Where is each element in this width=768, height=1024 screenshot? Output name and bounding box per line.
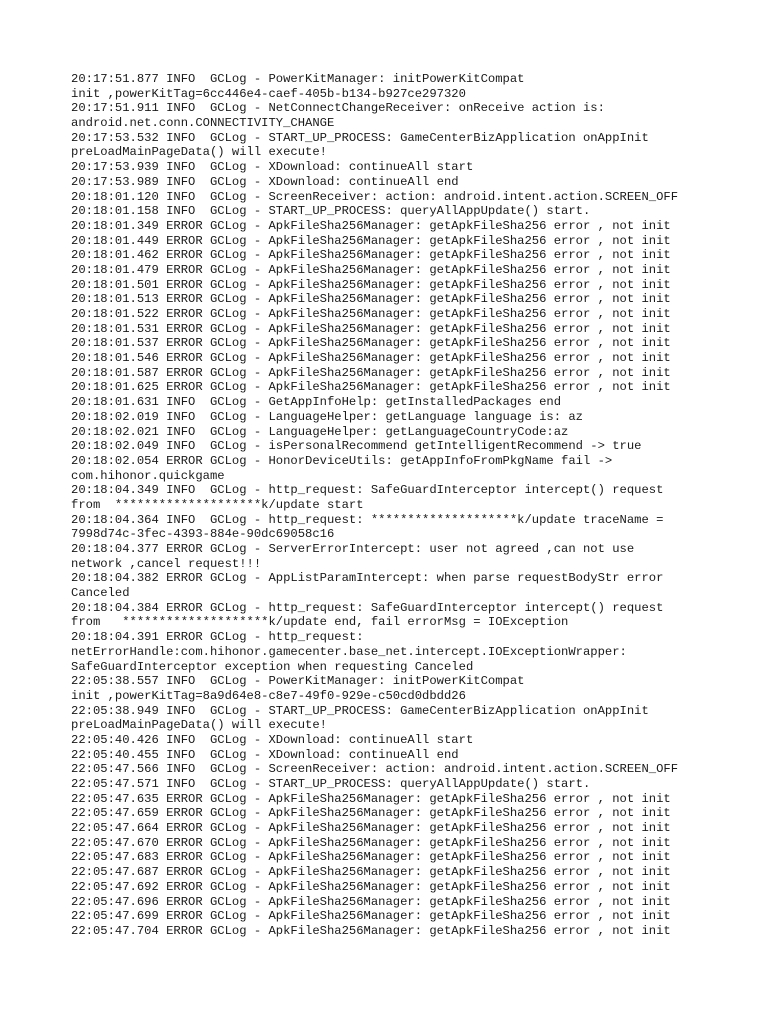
log-line: from ********************k/update end, fail errorMsg = IOException [71, 615, 569, 630]
log-line: 20:18:01.587 ERROR GCLog - ApkFileSha256Manager: getApkFileSha256 error , not init [71, 365, 671, 380]
log-line: 20:17:53.989 INFO GCLog - XDownload: continueAll end [71, 174, 459, 189]
log-line: 22:05:47.664 ERROR GCLog - ApkFileSha256Manager: getApkFileSha256 error , not init [71, 821, 671, 836]
log-line: SafeGuardInterceptor exception when requesting Canceled [71, 659, 474, 674]
log-line: preLoadMainPageData() will execute! [71, 145, 327, 160]
log-text-block [71, 72, 751, 939]
log-line: android.net.conn.CONNECTIVITY_CHANGE [71, 116, 335, 131]
log-line: 20:18:04.349 INFO GCLog - http_request: SafeGuardInterceptor intercept() request [71, 483, 664, 498]
log-line: 20:18:01.513 ERROR GCLog - ApkFileSha256Manager: getApkFileSha256 error , not init [71, 292, 671, 307]
log-line: 22:05:47.566 INFO GCLog - ScreenReceiver: action: android.intent.action.SCREEN_OFF [71, 762, 679, 777]
log-line: 20:18:04.391 ERROR GCLog - http_request: [71, 630, 364, 645]
log-line: 7998d74c-3fec-4393-884e-90dc69058c16 [71, 527, 335, 542]
log-line: 22:05:47.571 INFO GCLog - START_UP_PROCESS: queryAllAppUpdate() start. [71, 777, 591, 791]
log-line: 22:05:40.426 INFO GCLog - XDownload: continueAll start [71, 732, 474, 747]
log-line: 22:05:47.692 ERROR GCLog - ApkFileSha256Manager: getApkFileSha256 error , not init [71, 879, 671, 894]
log-line: init ,powerKitTag=6cc446e4-caef-405b-b134-b927ce297320 [71, 86, 466, 101]
log-line: 22:05:47.635 ERROR GCLog - ApkFileSha256Manager: getApkFileSha256 error , not init [71, 791, 671, 806]
log-line: Canceled [71, 586, 130, 601]
log-line: 20:18:02.054 ERROR GCLog - HonorDeviceUtils: getAppInfoFromPkgName fail -> [71, 453, 613, 468]
log-line: 20:18:02.021 INFO GCLog - LanguageHelper: getLanguageCountryCode:az [71, 424, 569, 439]
log-line: 20:18:01.522 ERROR GCLog - ApkFileSha256Manager: getApkFileSha256 error , not init [71, 307, 671, 321]
log-line: 22:05:40.455 INFO GCLog - XDownload: continueAll end [71, 747, 459, 762]
log-line: 22:05:47.704 ERROR GCLog - ApkFileSha256Manager: getApkFileSha256 error , not init [71, 923, 671, 938]
log-line: 22:05:47.687 ERROR GCLog - ApkFileSha256Manager: getApkFileSha256 error , not init [71, 865, 671, 880]
log-line: 20:18:04.377 ERROR GCLog - ServerErrorIntercept: user not agreed ,can not use [71, 542, 635, 556]
log-line: 20:18:01.531 ERROR GCLog - ApkFileSha256Manager: getApkFileSha256 error , not init [71, 321, 671, 336]
log-line: 20:18:01.631 INFO GCLog - GetAppInfoHelp: getInstalledPackages end [71, 395, 562, 410]
log-line: 22:05:47.683 ERROR GCLog - ApkFileSha256Manager: getApkFileSha256 error , not init [71, 850, 671, 865]
log-line: 20:18:04.382 ERROR GCLog - AppListParamIntercept: when parse requestBodyStr error [71, 571, 664, 586]
log-line: 20:18:01.501 ERROR GCLog - ApkFileSha256Manager: getApkFileSha256 error , not init [71, 277, 671, 292]
log-line: 22:05:47.659 ERROR GCLog - ApkFileSha256Manager: getApkFileSha256 error , not init [71, 806, 671, 821]
log-line: 20:18:01.546 ERROR GCLog - ApkFileSha256Manager: getApkFileSha256 error , not init [71, 351, 671, 366]
log-line: 20:18:02.049 INFO GCLog - isPersonalRecommend getIntelligentRecommend -> true [71, 439, 642, 454]
log-line: from ********************k/update start [71, 497, 364, 512]
log-line: preLoadMainPageData() will execute! [71, 718, 327, 733]
log-line: 20:18:01.449 ERROR GCLog - ApkFileSha256Manager: getApkFileSha256 error , not init [71, 233, 671, 248]
log-line: 20:18:01.120 INFO GCLog - ScreenReceiver: action: android.intent.action.SCREEN_OFF [71, 189, 679, 204]
log-line: 22:05:38.557 INFO GCLog - PowerKitManager: initPowerKitCompat [71, 674, 525, 689]
log-line: 20:18:01.349 ERROR GCLog - ApkFileSha256Manager: getApkFileSha256 error , not init [71, 218, 671, 233]
log-line: 20:17:51.877 INFO GCLog - PowerKitManager: initPowerKitCompat [71, 72, 525, 86]
log-line: 22:05:38.949 INFO GCLog - START_UP_PROCESS: GameCenterBizApplication onAppInit [71, 703, 649, 718]
log-line: network ,cancel request!!! [71, 556, 262, 571]
log-line: 20:18:01.462 ERROR GCLog - ApkFileSha256Manager: getApkFileSha256 error , not init [71, 248, 671, 263]
log-line: 20:18:02.019 INFO GCLog - LanguageHelper: getLanguage language is: az [71, 409, 583, 424]
log-line: 22:05:47.699 ERROR GCLog - ApkFileSha256Manager: getApkFileSha256 error , not init [71, 909, 671, 924]
log-line: com.hihonor.quickgame [71, 468, 225, 483]
log-line: 20:17:53.939 INFO GCLog - XDownload: continueAll start [71, 160, 474, 175]
log-line: 22:05:47.696 ERROR GCLog - ApkFileSha256Manager: getApkFileSha256 error , not init [71, 894, 671, 909]
log-line: init ,powerKitTag=8a9d64e8-c8e7-49f0-929e-c50cd0dbdd26 [71, 688, 466, 703]
log-line: 20:18:01.158 INFO GCLog - START_UP_PROCESS: queryAllAppUpdate() start. [71, 204, 591, 219]
log-line: 20:18:04.384 ERROR GCLog - http_request: SafeGuardInterceptor intercept() request [71, 600, 664, 615]
log-line: 20:18:04.364 INFO GCLog - http_request: ********************k/update traceName = [71, 512, 664, 527]
log-line: 20:18:01.537 ERROR GCLog - ApkFileSha256Manager: getApkFileSha256 error , not init [71, 336, 671, 351]
log-line: 20:17:51.911 INFO GCLog - NetConnectChangeReceiver: onReceive action is: [71, 101, 605, 116]
log-line: 22:05:47.670 ERROR GCLog - ApkFileSha256Manager: getApkFileSha256 error , not init [71, 835, 671, 850]
log-line: netErrorHandle:com.hihonor.gamecenter.base_net.intercept.IOExceptionWrapper: [71, 644, 627, 659]
log-line: 20:18:01.625 ERROR GCLog - ApkFileSha256Manager: getApkFileSha256 error , not init [71, 380, 671, 395]
log-line: 20:18:01.479 ERROR GCLog - ApkFileSha256Manager: getApkFileSha256 error , not init [71, 262, 671, 277]
log-line: 20:17:53.532 INFO GCLog - START_UP_PROCESS: GameCenterBizApplication onAppInit [71, 130, 649, 145]
